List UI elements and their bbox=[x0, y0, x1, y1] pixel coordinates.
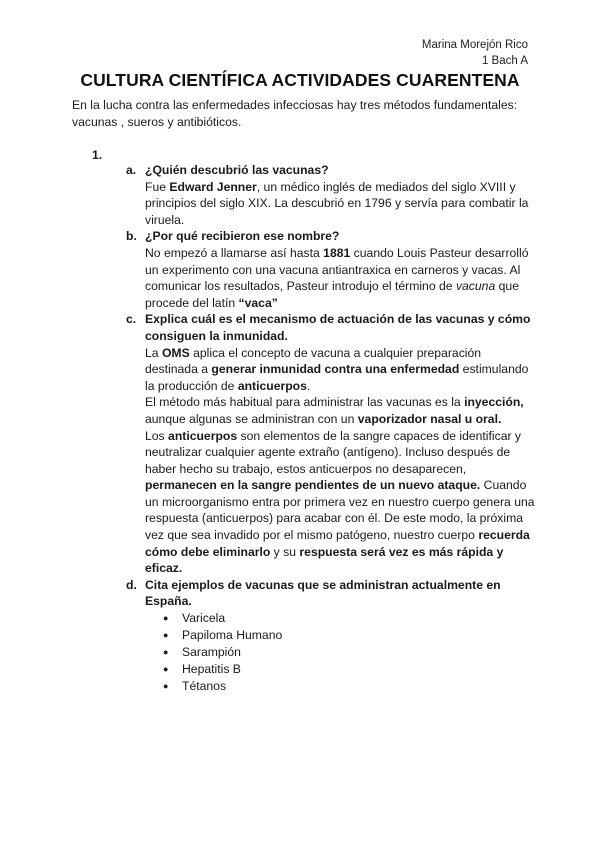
answer-text bbox=[145, 345, 536, 577]
intro-paragraph: En la lucha contra las enfermedades infecciosas hay tres métodos fundamentales: vacunas , sueros y antibióticos. bbox=[72, 98, 518, 129]
text-run: aunque algunas se administran con un bbox=[145, 411, 358, 426]
bold-text: 1881 bbox=[323, 245, 351, 260]
question-item-b bbox=[126, 228, 536, 311]
question-list bbox=[126, 162, 536, 695]
answer-paragraph bbox=[145, 428, 536, 577]
question-item-a bbox=[126, 162, 536, 228]
list-number: 1. bbox=[92, 148, 103, 162]
bold-text: “vaca” bbox=[238, 295, 278, 310]
answer-paragraph bbox=[145, 394, 536, 427]
text-run: , un médico inglés de mediados del siglo XVIII y principios del siglo XIX. La descubrió en 1796 y servía para combatir la viruela. bbox=[145, 179, 529, 227]
bullet-icon: ● bbox=[163, 647, 169, 658]
text-run: cuando Louis Pasteur desarrolló un experimento con una vacuna antiantraxica en carneros y vacas. Al comunicar los resultados, Pasteur introdujo el término de bbox=[145, 245, 529, 294]
text-run: son elementos de la sangre capaces de identificar y neutralizar cualquier agente extraño (antígeno). Incluso después de haber hecho su trabajo, estos anticuerpos no desaparecen, bbox=[145, 428, 522, 476]
answer-text bbox=[145, 245, 536, 311]
bold-text: vaporizador nasal u oral. bbox=[357, 411, 502, 426]
bold-text: OMS bbox=[161, 345, 190, 360]
text-run: aplica el concepto de vacuna a cualquier preparación destinada a bbox=[145, 345, 482, 377]
course-label: 1 Bach A bbox=[481, 55, 528, 67]
answer-text bbox=[145, 179, 536, 229]
vaccine-name: Varicela bbox=[182, 611, 226, 626]
bold-text: anticuerpos bbox=[237, 378, 307, 393]
text-run: y su bbox=[270, 544, 300, 559]
text-run: La bbox=[145, 345, 162, 360]
text-run: que procede del latín bbox=[145, 279, 519, 310]
text-run: Cuando un microorganismo entra por primera vez en nuestro cuerpo genera una respuesta (anticuerpos) para acabar con él. De este modo, la próxima vez que sea invadido por el mismo patógeno, nuestro cuerpo bbox=[145, 478, 535, 543]
text-run: No empezó a llamarse así hasta bbox=[145, 245, 324, 260]
bold-text: anticuerpos bbox=[168, 428, 238, 443]
bold-text: respuesta será vez es más rápida y eficaz. bbox=[145, 544, 504, 576]
vaccine-name: Sarampión bbox=[182, 645, 241, 660]
list-item bbox=[163, 678, 536, 695]
item-letter: a. bbox=[126, 163, 137, 177]
bold-text: Edward Jenner bbox=[169, 179, 257, 194]
text-run: Los bbox=[145, 428, 169, 443]
list-item bbox=[163, 661, 536, 678]
question-heading: ¿Quién descubrió las vacunas? bbox=[145, 163, 329, 177]
list-item bbox=[163, 610, 536, 627]
question-item-c bbox=[126, 311, 536, 577]
item-letter: d. bbox=[126, 577, 137, 592]
text-run: El método más habitual para administrar las vacunas es la bbox=[145, 395, 465, 410]
item-letter: c. bbox=[126, 312, 137, 327]
bullet-icon: ● bbox=[163, 664, 169, 675]
text-run: estimulando la producción de bbox=[145, 362, 529, 393]
bold-text: inyección, bbox=[464, 395, 524, 410]
author-name: Marina Morejón Rico bbox=[421, 39, 528, 51]
bullet-icon: ● bbox=[163, 630, 169, 641]
answer-paragraph bbox=[145, 345, 536, 395]
page-title: CULTURA CIENTÍFICA ACTIVIDADES CUARENTENA bbox=[80, 70, 520, 90]
vaccine-list bbox=[145, 610, 536, 695]
question-heading: Cita ejemplos de vacunas que se administran actualmente en España. bbox=[145, 577, 501, 609]
italic-text: vacuna bbox=[455, 279, 496, 294]
question-heading: Explica cuál es el mecanismo de actuación de las vacunas y cómo consiguen la inmunidad. bbox=[145, 312, 531, 343]
text-run: Fue bbox=[145, 179, 170, 194]
list-item bbox=[163, 627, 536, 644]
bold-text: generar inmunidad contra una enfermedad bbox=[211, 362, 460, 377]
vaccine-name: Papiloma Humano bbox=[182, 628, 283, 643]
item-letter: b. bbox=[126, 229, 137, 244]
bold-text: permanecen en la sangre pendientes de un nuevo ataque. bbox=[145, 478, 481, 493]
question-item-d bbox=[126, 577, 536, 695]
question-heading: ¿Por qué recibieron ese nombre? bbox=[145, 229, 340, 244]
vaccine-name: Hepatitis B bbox=[182, 662, 241, 677]
vaccine-name: Tétanos bbox=[182, 679, 227, 694]
bullet-icon: ● bbox=[163, 613, 169, 624]
text-run: . bbox=[306, 378, 311, 393]
bold-text: recuerda cómo debe eliminarlo bbox=[145, 528, 530, 559]
bullet-icon: ● bbox=[163, 681, 169, 692]
list-item bbox=[163, 644, 536, 661]
author-header bbox=[422, 37, 528, 69]
